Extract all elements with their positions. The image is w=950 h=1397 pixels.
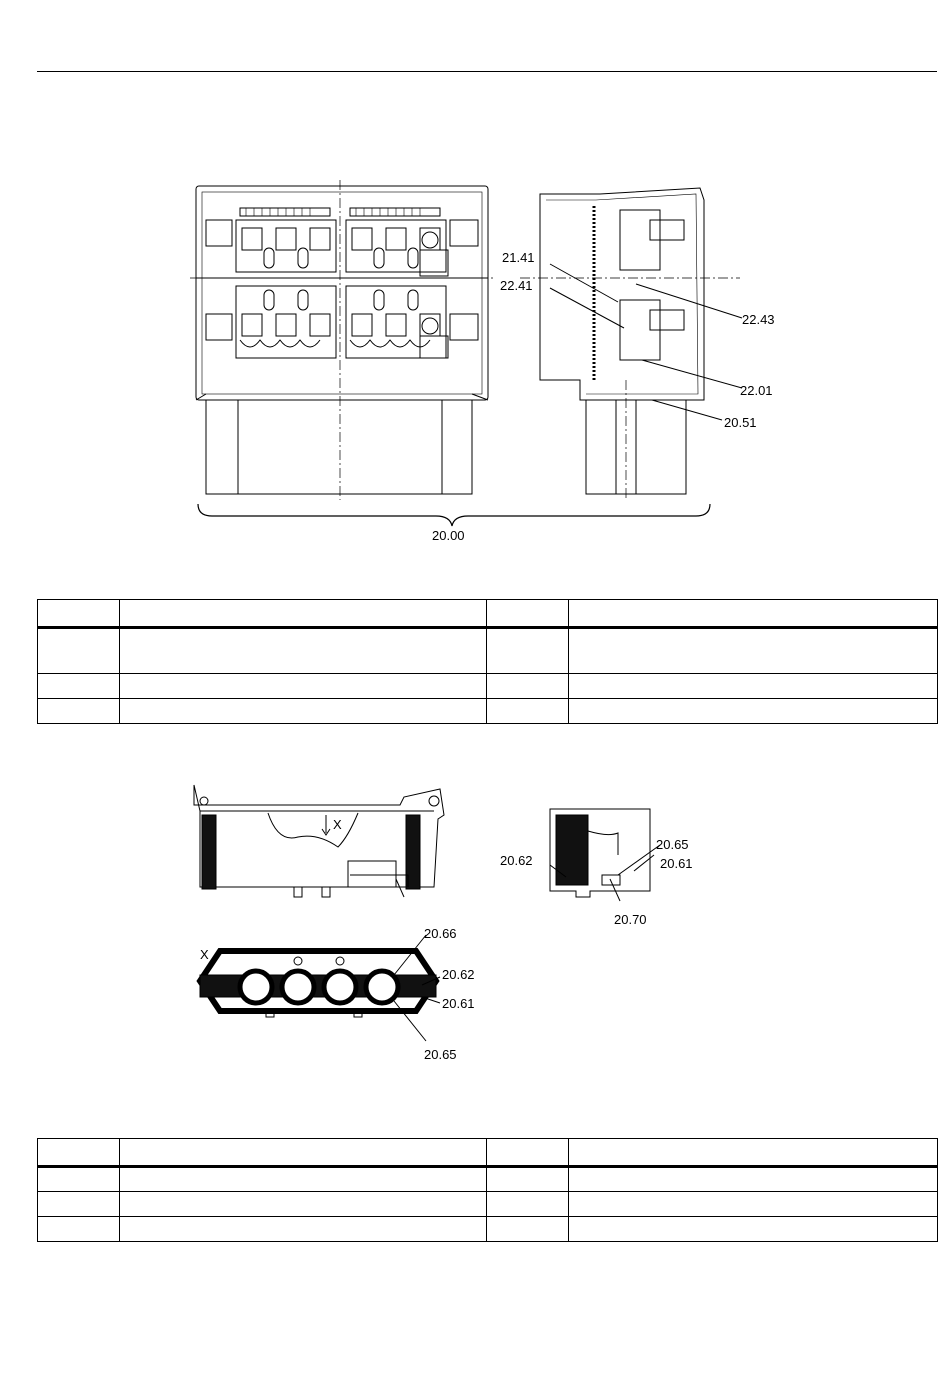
table-row — [38, 628, 938, 674]
parts-table-2 — [37, 1138, 938, 1242]
callout-20-61-bottom: 20.61 — [442, 996, 475, 1011]
callout-20-65-bottom: 20.65 — [424, 1047, 457, 1062]
callout-20-61-top: 20.61 — [660, 856, 693, 871]
front-housing — [196, 186, 488, 400]
callout-20-51: 20.51 — [724, 415, 757, 430]
table-row — [38, 1167, 938, 1192]
callout-20-66: 20.66 — [424, 926, 457, 941]
figure-gland-plate — [190, 775, 710, 1075]
callout-22-01: 22.01 — [740, 383, 773, 398]
view-x-marker: X — [333, 817, 342, 832]
table-row — [38, 1192, 938, 1217]
callout-22-43: 22.43 — [742, 312, 775, 327]
gland-plate-drawing — [190, 775, 710, 1075]
parts-table-1 — [37, 599, 938, 724]
table-header-row — [38, 1139, 938, 1167]
callout-20-70: 20.70 — [614, 912, 647, 927]
figure-enclosure-views — [180, 180, 800, 550]
table-header-row — [38, 600, 938, 628]
view-x-label: X — [200, 947, 209, 962]
callout-20-62-top: 20.62 — [500, 853, 533, 868]
callout-20-65-top: 20.65 — [656, 837, 689, 852]
header-rule — [37, 71, 937, 72]
table-row — [38, 674, 938, 699]
callout-20-00: 20.00 — [432, 528, 465, 543]
table-row — [38, 699, 938, 724]
callout-21-41: 21.41 — [502, 250, 535, 265]
enclosure-drawing — [180, 180, 800, 550]
table-row — [38, 1217, 938, 1242]
callout-20-62-bottom: 20.62 — [442, 967, 475, 982]
callout-22-41: 22.41 — [500, 278, 533, 293]
